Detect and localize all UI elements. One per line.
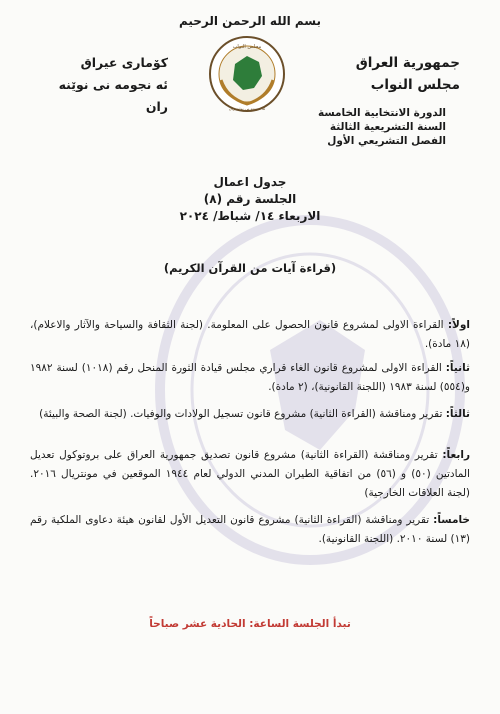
item-label: ثانياً:: [445, 362, 470, 374]
agenda-item: [30, 511, 470, 549]
item-text: تقرير ومناقشة (القراءة الثانية) مشروع قانون تصديق جمهورية العراق على بروتوكول تعديل المادتين (٥٠) و (٥٦) من اتفاقية الطيران المدني الدولي لعام ١٩٤٤ الموقعين في مونتريال ٢٠١٦. (لجنة العلاقات الخارجية): [30, 449, 470, 499]
agenda-heading: [0, 174, 500, 225]
agenda-item: [30, 316, 470, 354]
item-text: القراءة الاولى لمشروع قانون الحصول على المعلومة. (لجنة الثقافة والسياحة والآثار والاعلام)، (١٨ مادة).: [30, 319, 470, 350]
session-info: [318, 106, 446, 148]
parliament-logo: [207, 34, 287, 114]
agenda-title: جدول اعمال: [213, 175, 287, 189]
council-name-kurdish: ئه نجومه نى نوێنه ران: [58, 77, 168, 114]
issuer-kurdish: [38, 52, 168, 118]
quran-recitation: (قراءة آيات من القرآن الكريم): [163, 261, 337, 275]
item-text: تقرير ومناقشة (القراءة الثانية) مشروع قانون التعديل الأول لقانون هيئة دعاوى الملكية رقم (١٣) لسنة ٢٠١٠. (اللجنة القانونية).: [30, 514, 470, 545]
session-start-time: تبدأ الجلسة الساعة: الحادية عشر صباحاً: [149, 618, 351, 630]
item-label: ثالثاً:: [445, 408, 470, 420]
logo-text-bottom: ئه نجومه نى نوێنه ران: [228, 106, 266, 111]
agenda-item: [30, 359, 470, 397]
legislative-year: السنة التشريعية الثالثة: [329, 121, 446, 133]
session-date: الاربعاء ١٤/ شباط/ ٢٠٢٤: [179, 209, 321, 223]
item-label: اولاً:: [447, 319, 470, 331]
item-label: رابعاً:: [442, 449, 470, 461]
country-name: جمهورية العراق: [355, 55, 460, 71]
item-text: تقرير ومناقشة (القراءة الثانية) مشروع قانون تسجيل الولادات والوفيات. (لجنة الصحة والبيئة): [39, 408, 443, 420]
basmala: بسم الله الرحمن الرحيم: [178, 14, 322, 28]
electoral-cycle: الدورة الانتخابية الخامسة: [317, 107, 446, 119]
agenda-item: [30, 405, 470, 424]
council-name: مجلس النواب: [370, 77, 460, 93]
logo-text-top: مجلس النواب: [232, 44, 262, 50]
agenda-item: [30, 446, 470, 503]
issuer-arabic: [356, 52, 460, 96]
legislative-term: الفصل التشريعي الأول: [327, 135, 446, 147]
item-label: خامساً:: [433, 514, 470, 526]
session-number: الجلسة رقم (٨): [203, 192, 297, 206]
country-name-kurdish: كۆمارى عيراق: [80, 55, 168, 70]
item-text: القراءة الاولى لمشروع قانون الغاء قراري مجلس قيادة الثورة المنحل رقم (١٠١٨) لسنة ١٩٨٢ و(٥٥٤) لسنة ١٩٨٣ (اللجنة القانونية)، (٢ مادة).: [30, 362, 470, 393]
